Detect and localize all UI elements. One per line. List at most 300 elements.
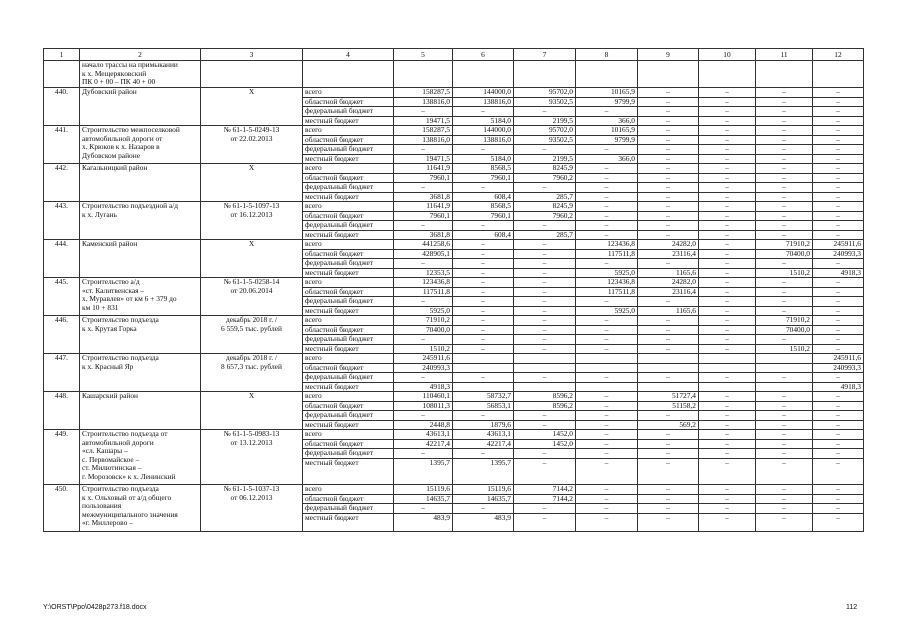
object-name	[80, 316, 201, 354]
value-cell: 5925,0	[576, 268, 638, 278]
value-cell: –	[813, 173, 864, 183]
value-cell: –	[813, 485, 864, 495]
value-cell	[576, 354, 638, 364]
value-cell: –	[813, 278, 864, 288]
value-cell: 245911,6	[813, 240, 864, 250]
value-cell: –	[756, 126, 813, 136]
value-cell: 23116,4	[638, 249, 699, 259]
document-ref	[201, 126, 303, 164]
column-header-8: 8	[576, 49, 638, 61]
value-cell: –	[813, 126, 864, 136]
value-cell: –	[453, 240, 514, 250]
empty-cell	[514, 61, 576, 88]
value-cell: –	[576, 164, 638, 174]
value-cell: 8568,5	[453, 164, 514, 174]
funding-source: местный бюджет	[303, 116, 394, 126]
value-cell	[576, 363, 638, 373]
value-cell: –	[453, 268, 514, 278]
value-cell: –	[514, 420, 576, 430]
value-cell: 70400,0	[756, 325, 813, 335]
value-cell: –	[576, 392, 638, 402]
value-cell: –	[756, 183, 813, 193]
value-cell: 95702,0	[514, 126, 576, 136]
document-ref-line: от 16.12.2013	[230, 209, 273, 219]
value-cell: –	[638, 135, 699, 145]
funding-source: областной бюджет	[303, 401, 394, 411]
value-cell: –	[576, 173, 638, 183]
value-cell: 7960,1	[394, 211, 453, 221]
row-number: 449.	[44, 430, 80, 485]
value-cell: –	[576, 192, 638, 202]
column-header-4: 4	[303, 49, 394, 61]
empty-cell	[453, 61, 514, 88]
object-name	[80, 485, 201, 532]
value-cell: –	[813, 230, 864, 240]
value-cell: –	[453, 335, 514, 345]
value-cell: –	[576, 439, 638, 449]
value-cell: 366,0	[576, 154, 638, 164]
value-cell: –	[453, 145, 514, 155]
value-cell: –	[813, 513, 864, 531]
value-cell: –	[514, 240, 576, 250]
value-cell: –	[699, 504, 756, 514]
value-cell: 10165,9	[576, 88, 638, 98]
value-cell: –	[699, 145, 756, 155]
row-number: 445.	[44, 278, 80, 316]
value-cell: 158287,5	[394, 126, 453, 136]
funding-source: местный бюджет	[303, 230, 394, 240]
document-ref-line: 8 657,3 тыс. рублей	[221, 361, 282, 371]
value-cell: –	[638, 107, 699, 117]
empty-cell	[699, 61, 756, 88]
value-cell: –	[514, 107, 576, 117]
value-cell: –	[756, 458, 813, 485]
value-cell: –	[756, 430, 813, 440]
funding-source: местный бюджет	[303, 306, 394, 316]
table-row	[44, 485, 864, 495]
value-cell: –	[756, 513, 813, 531]
value-cell: –	[756, 306, 813, 316]
column-header-row	[44, 49, 864, 61]
value-cell: –	[756, 392, 813, 402]
value-cell: –	[813, 192, 864, 202]
funding-source: местный бюджет	[303, 382, 394, 392]
value-cell: 15119,6	[394, 485, 453, 495]
funding-source: областной бюджет	[303, 211, 394, 221]
document-ref-line: № 61-1-5-0258-14	[223, 277, 280, 286]
value-cell: 8596,2	[514, 401, 576, 411]
value-cell: –	[813, 439, 864, 449]
value-cell: –	[756, 116, 813, 126]
value-cell: 5925,0	[576, 306, 638, 316]
value-cell: –	[514, 513, 576, 531]
value-cell: –	[394, 297, 453, 307]
column-header-11: 11	[756, 49, 813, 61]
value-cell: –	[514, 458, 576, 485]
value-cell: –	[638, 316, 699, 326]
value-cell: –	[453, 221, 514, 231]
row-number: 446.	[44, 316, 80, 354]
value-cell	[453, 363, 514, 373]
value-cell: 19471,5	[394, 116, 453, 126]
value-cell: 7960,1	[453, 211, 514, 221]
funding-source: всего	[303, 240, 394, 250]
object-name	[80, 88, 201, 126]
funding-source: всего	[303, 354, 394, 364]
value-cell: –	[576, 430, 638, 440]
value-cell: 58732,7	[453, 392, 514, 402]
value-cell: 138816,0	[453, 97, 514, 107]
value-cell: –	[576, 211, 638, 221]
object-name-line: пользования	[82, 501, 122, 510]
value-cell: –	[514, 249, 576, 259]
value-cell: –	[813, 202, 864, 212]
value-cell: 93502,5	[514, 97, 576, 107]
value-cell: –	[514, 183, 576, 193]
value-cell: –	[638, 449, 699, 459]
value-cell: 9799,9	[576, 97, 638, 107]
document-ref-line: декабрь 2018 г. /	[225, 315, 278, 324]
value-cell: 24282,0	[638, 278, 699, 288]
funding-source: федеральный бюджет	[303, 221, 394, 231]
value-cell: –	[699, 439, 756, 449]
table-row	[44, 316, 864, 326]
funding-source: федеральный бюджет	[303, 145, 394, 155]
value-cell: 285,7	[514, 230, 576, 240]
value-cell: 138816,0	[394, 135, 453, 145]
funding-source: областной бюджет	[303, 135, 394, 145]
value-cell: 483,9	[394, 513, 453, 531]
document-ref-line: 6 559,5 тыс. рублей	[221, 323, 282, 333]
value-cell: –	[576, 259, 638, 269]
funding-source: местный бюджет	[303, 458, 394, 485]
value-cell: 24282,0	[638, 240, 699, 250]
value-cell: –	[699, 287, 756, 297]
value-cell: –	[813, 107, 864, 117]
object-name-cell-line: ПК 0 + 00 – ПК 40 + 00	[82, 77, 156, 86]
value-cell: 4918,3	[813, 382, 864, 392]
funding-source: всего	[303, 278, 394, 288]
document-page	[43, 48, 864, 532]
value-cell: –	[514, 335, 576, 345]
column-header-10: 10	[699, 49, 756, 61]
value-cell: –	[638, 88, 699, 98]
value-cell: –	[638, 411, 699, 421]
value-cell: 1452,0	[514, 430, 576, 440]
value-cell: –	[756, 504, 813, 514]
empty-cell	[303, 61, 394, 88]
value-cell: –	[813, 373, 864, 383]
value-cell: –	[514, 449, 576, 459]
value-cell	[756, 363, 813, 373]
value-cell: –	[813, 411, 864, 421]
value-cell: –	[699, 316, 756, 326]
value-cell	[756, 382, 813, 392]
value-cell: –	[638, 325, 699, 335]
funding-source: всего	[303, 88, 394, 98]
column-header-2: 2	[80, 49, 201, 61]
value-cell: 117511,8	[576, 249, 638, 259]
object-name-cell-line: начало трассы на примыкании	[82, 60, 178, 69]
value-cell: –	[453, 344, 514, 354]
value-cell: 9799,9	[576, 135, 638, 145]
value-cell: –	[813, 183, 864, 193]
row-number: 442.	[44, 164, 80, 202]
value-cell: –	[638, 485, 699, 495]
value-cell	[756, 354, 813, 364]
value-cell: 1395,7	[453, 458, 514, 485]
value-cell: –	[699, 116, 756, 126]
value-cell: –	[394, 259, 453, 269]
object-name-line: Строительство подъезда	[82, 353, 159, 362]
document-ref-line: Х	[248, 87, 255, 96]
table-row	[44, 278, 864, 288]
value-cell: –	[756, 97, 813, 107]
value-cell: –	[638, 297, 699, 307]
value-cell: 123436,8	[576, 240, 638, 250]
table-row	[44, 392, 864, 402]
document-ref-line: Х	[248, 163, 255, 172]
value-cell: 10165,9	[576, 126, 638, 136]
value-cell: –	[699, 221, 756, 231]
object-name-line: автомобильной дороги от	[82, 133, 163, 143]
value-cell: –	[514, 411, 576, 421]
value-cell: –	[638, 335, 699, 345]
value-cell: –	[699, 211, 756, 221]
value-cell: –	[638, 116, 699, 126]
value-cell: –	[813, 88, 864, 98]
value-cell: –	[514, 145, 576, 155]
object-name-line: «ст. Калитвенская –	[82, 285, 145, 295]
document-ref-line: от 13.12.2013	[230, 437, 273, 447]
empty-cell	[756, 61, 813, 88]
value-cell: 5184,0	[453, 116, 514, 126]
value-cell: –	[699, 449, 756, 459]
value-cell	[453, 382, 514, 392]
object-name-line: ст. Милютинская –	[82, 463, 142, 472]
value-cell: –	[756, 373, 813, 383]
value-cell: –	[756, 164, 813, 174]
value-cell	[453, 354, 514, 364]
value-cell: –	[638, 430, 699, 440]
value-cell: –	[576, 373, 638, 383]
value-cell: 7960,2	[514, 173, 576, 183]
object-name	[80, 392, 201, 430]
object-name-line: Строительство подъезда	[82, 484, 159, 493]
funding-source: областной бюджет	[303, 363, 394, 373]
document-ref-line: Х	[248, 391, 255, 400]
value-cell: 245911,6	[394, 354, 453, 364]
value-cell: 2199,5	[514, 116, 576, 126]
object-name-line: Строительство подъезда от	[82, 429, 168, 438]
value-cell: –	[699, 154, 756, 164]
value-cell: –	[699, 513, 756, 531]
value-cell: –	[394, 373, 453, 383]
table-row	[44, 164, 864, 174]
object-name-line: км 10 + 831	[82, 302, 119, 312]
value-cell	[514, 354, 576, 364]
value-cell	[514, 363, 576, 373]
column-header-3: 3	[201, 49, 303, 61]
object-name-line: Каменский район	[82, 239, 138, 248]
value-cell: –	[699, 88, 756, 98]
funding-source: всего	[303, 485, 394, 495]
row-number: 447.	[44, 354, 80, 392]
value-cell: 42217,4	[394, 439, 453, 449]
value-cell: 8245,9	[514, 164, 576, 174]
value-cell: –	[813, 287, 864, 297]
value-cell: 71910,2	[756, 316, 813, 326]
value-cell: 1510,2	[756, 268, 813, 278]
value-cell: –	[638, 192, 699, 202]
value-cell: –	[756, 135, 813, 145]
row-number: 440.	[44, 88, 80, 126]
value-cell: 23116,4	[638, 287, 699, 297]
value-cell: –	[514, 316, 576, 326]
funding-source: федеральный бюджет	[303, 335, 394, 345]
table-row	[44, 354, 864, 364]
object-name-line: к х. Крутая Горка	[82, 323, 137, 333]
document-ref-line: декабрь 2018 г. /	[225, 353, 278, 362]
funding-source: федеральный бюджет	[303, 504, 394, 514]
funding-source: федеральный бюджет	[303, 183, 394, 193]
value-cell: –	[394, 183, 453, 193]
funding-source: областной бюджет	[303, 494, 394, 504]
value-cell: –	[699, 430, 756, 440]
value-cell: –	[699, 97, 756, 107]
value-cell: 7960,2	[514, 211, 576, 221]
table-row	[44, 126, 864, 136]
value-cell: –	[514, 504, 576, 514]
document-ref	[201, 430, 303, 485]
value-cell: –	[453, 316, 514, 326]
document-ref	[201, 240, 303, 278]
value-cell: –	[699, 192, 756, 202]
value-cell: –	[756, 202, 813, 212]
value-cell: 608,4	[453, 230, 514, 240]
value-cell	[638, 382, 699, 392]
value-cell: 8596,2	[514, 392, 576, 402]
document-ref-line: № 61-1-5-0983-13	[223, 429, 280, 438]
funding-source: всего	[303, 316, 394, 326]
value-cell: 93502,5	[514, 135, 576, 145]
table-row	[44, 430, 864, 440]
value-cell: 3681,8	[394, 192, 453, 202]
value-cell: –	[514, 268, 576, 278]
value-cell: 1510,2	[756, 344, 813, 354]
value-cell: –	[813, 430, 864, 440]
object-name-line: Кашарский район	[82, 391, 138, 400]
value-cell: –	[638, 154, 699, 164]
value-cell: –	[394, 221, 453, 231]
document-ref	[201, 354, 303, 392]
value-cell: 366,0	[576, 116, 638, 126]
page-number: 112	[846, 604, 858, 611]
value-cell: 1165,6	[638, 306, 699, 316]
table-row	[44, 202, 864, 212]
funding-source: всего	[303, 430, 394, 440]
value-cell: –	[699, 325, 756, 335]
column-header-7: 7	[514, 49, 576, 61]
funding-source: местный бюджет	[303, 513, 394, 531]
value-cell: 70400,0	[756, 249, 813, 259]
object-name-line: «сл. Кашары –	[82, 446, 128, 455]
value-cell: –	[453, 297, 514, 307]
value-cell: –	[576, 221, 638, 231]
value-cell: –	[638, 97, 699, 107]
value-cell: –	[813, 135, 864, 145]
table-row	[44, 88, 864, 98]
value-cell: –	[576, 401, 638, 411]
value-cell: –	[756, 335, 813, 345]
value-cell: 51727,4	[638, 392, 699, 402]
value-cell: 144000,0	[453, 126, 514, 136]
value-cell: –	[638, 494, 699, 504]
value-cell: –	[699, 494, 756, 504]
value-cell: 7960,1	[453, 173, 514, 183]
value-cell: –	[453, 183, 514, 193]
value-cell: –	[756, 287, 813, 297]
value-cell: –	[514, 259, 576, 269]
value-cell: 5184,0	[453, 154, 514, 164]
object-name	[80, 430, 201, 485]
object-name-line: к х. Красный Яр	[82, 361, 134, 371]
document-ref	[201, 88, 303, 126]
column-header-12: 12	[813, 49, 864, 61]
column-header-9: 9	[638, 49, 699, 61]
document-ref	[201, 485, 303, 532]
funding-source: всего	[303, 126, 394, 136]
funding-source: местный бюджет	[303, 154, 394, 164]
object-name-line: автомобильной дороги	[82, 437, 154, 447]
value-cell: –	[514, 325, 576, 335]
value-cell: –	[638, 513, 699, 531]
object-name-cell	[80, 61, 201, 88]
value-cell: –	[813, 97, 864, 107]
value-cell: 42217,4	[453, 439, 514, 449]
value-cell: –	[756, 439, 813, 449]
value-cell: –	[576, 230, 638, 240]
column-header-6: 6	[453, 49, 514, 61]
value-cell: –	[638, 504, 699, 514]
value-cell: –	[453, 373, 514, 383]
value-cell: –	[638, 164, 699, 174]
value-cell: –	[576, 335, 638, 345]
object-name-line: х. Крюков к х. Назаров в	[82, 142, 160, 151]
value-cell: –	[699, 135, 756, 145]
row-number: 450.	[44, 485, 80, 532]
value-cell: –	[638, 202, 699, 212]
value-cell: –	[699, 173, 756, 183]
funding-source: областной бюджет	[303, 325, 394, 335]
funding-source: всего	[303, 392, 394, 402]
value-cell: 245911,6	[813, 354, 864, 364]
value-cell: –	[394, 411, 453, 421]
value-cell: 14635,7	[453, 494, 514, 504]
value-cell: –	[756, 221, 813, 231]
object-name-line: Строительство а/д	[82, 277, 140, 286]
value-cell: 123436,8	[394, 278, 453, 288]
object-name	[80, 202, 201, 240]
value-cell: 2199,5	[514, 154, 576, 164]
budget-table	[43, 48, 864, 532]
value-cell: –	[453, 449, 514, 459]
value-cell: –	[813, 145, 864, 155]
value-cell: –	[699, 335, 756, 345]
value-cell: –	[699, 411, 756, 421]
funding-source: федеральный бюджет	[303, 259, 394, 269]
value-cell: –	[453, 306, 514, 316]
